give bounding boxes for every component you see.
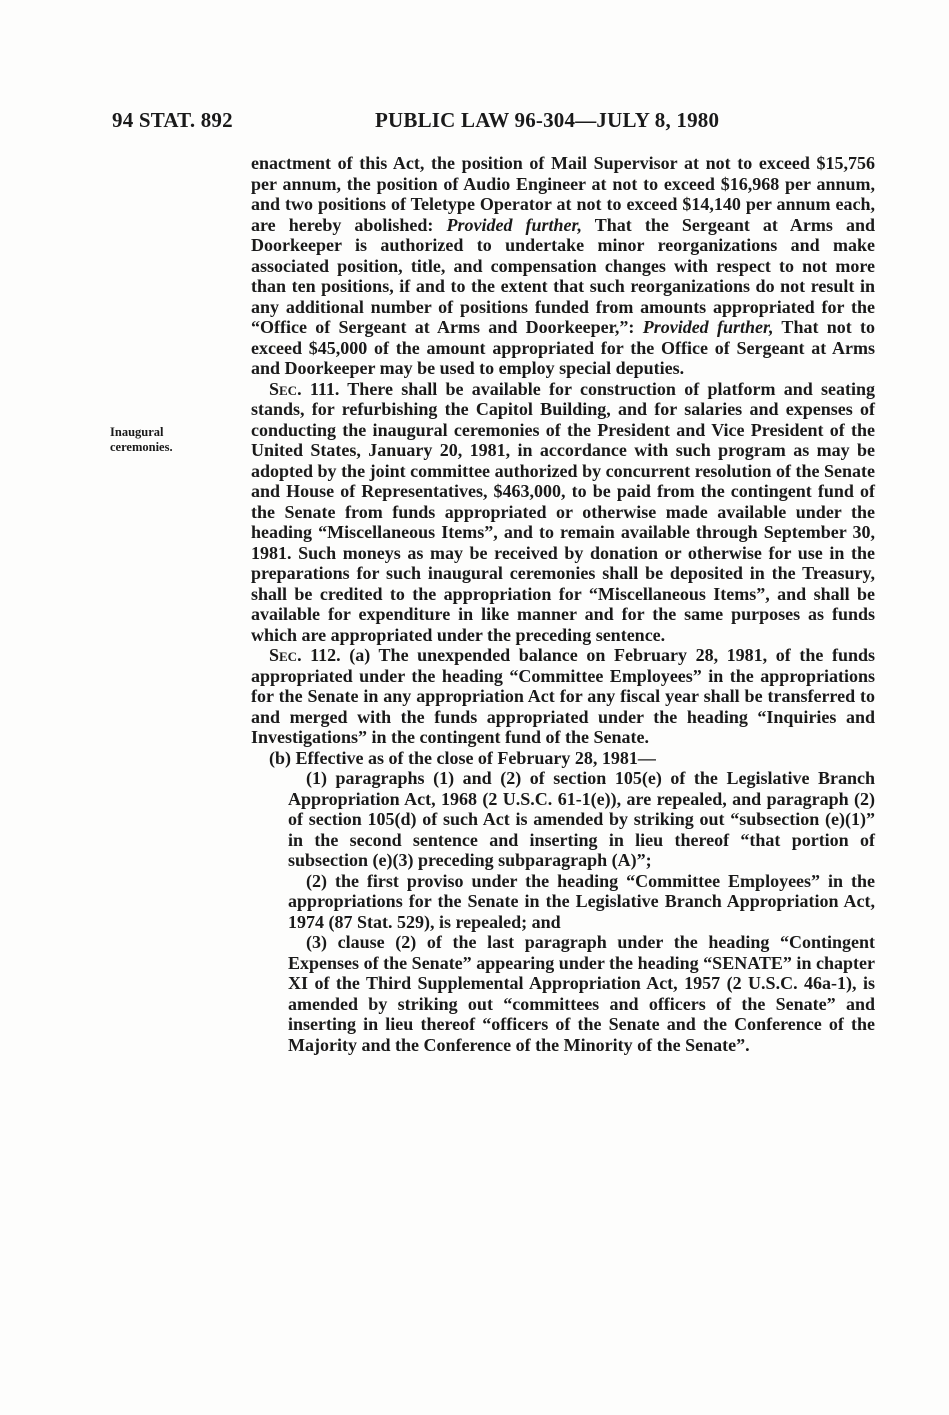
statute-citation: 94 STAT. 892 xyxy=(112,108,233,132)
margin-note-line-1: Inaugural xyxy=(110,425,164,439)
text-run: enactment of this Act, the position of Mail Supervisor at not to exceed $15,756 per annum, the position of Audio Engineer at not to exceed $16,968 per annum, and two positions of Teletype Operator at not to exceed $14,140 per annum each, are hereby abolished: xyxy=(251,153,875,235)
text-run: That not to exceed $45,000 of the amount appropriated for the Office of Sergeant at Arms and Doorkeeper may be used to employ special deputies. xyxy=(251,317,875,378)
proviso-italic: Provided further, xyxy=(642,317,774,337)
list-item-1: (1) paragraphs (1) and (2) of section 105(e) of the Legislative Branch Appropriation Act, 1968 (2 U.S.C. 61-1(e)), are repealed, and paragraph (2) of section 105(d) of such Act is amended by striking out “subsection (e)(1)” in the second sentence and inserting in lieu thereof “that portion of subsection (e)(3) preceding subparagraph (A)”; xyxy=(288,768,875,870)
margin-note xyxy=(110,425,230,455)
list-item-3: (3) clause (2) of the last paragraph under the heading “Contingent Expenses of the Senate” appearing under the heading “SENATE” in chapter XI of the Third Supplemental Appropriation Act, 1957 (2 U.S.C. 46a-1), is amended by striking out “committees and officers of the Senate” and inserting in lieu thereof “officers of the Senate and the Conference of the Majority and the Conference of the Minority of the Senate”. xyxy=(288,932,875,1055)
page-title: PUBLIC LAW 96-304—JULY 8, 1980 xyxy=(375,108,720,132)
text-run: That the Sergeant at Arms and Doorkeeper is authorized to undertake minor reorganizations and make associated position, title, and compensation changes with respect to not more than ten positions, if and to the extent that such reorganizations do not result in any additional number of positions funded from amounts appropriated for the “Office of Sergeant at Arms and Doorkeeper,”: xyxy=(251,214,875,337)
section-label: Sec. 112. xyxy=(269,645,341,665)
section-text: There shall be available for construction of platform and seating stands, for refurbishing the Capitol Building, and for salaries and expenses of conducting the inaugural ceremonies of the President and Vice President of the United States, January 20, 1981, in accordance with such program as may be adopted by the joint committee authorized by concurrent resolution of the Senate and House of Representatives, $463,000, to be paid from the contingent fund of the Senate from funds appropriated or otherwise made available under the heading “Miscellaneous Items”, and to remain available through September 30, 1981. Such moneys as may be received by donation or otherwise for use in the preparations for such inaugural ceremonies shall be deposited in the Treasury, shall be credited to the appropriation for “Miscellaneous Items”, and shall be available for expenditure in like manner and for the same purposes as funds which are appropriated under the preceding sentence. xyxy=(251,378,875,645)
section-text: (a) The unexpended balance on February 28, 1981, of the funds appropriated under the heading “Committee Employees” in the appropriations for the Senate in any appropriation Act for any fiscal year shall be transferred to and merged with the funds appropriated under the heading “Inquiries and Investigations” in the contingent fund of the Senate. xyxy=(251,645,876,747)
section-label: Sec. 111. xyxy=(269,378,340,399)
subsection-b: (b) Effective as of the close of February 28, 1981— xyxy=(269,747,656,768)
body-text xyxy=(251,153,875,1055)
list-item-2: (2) the first proviso under the heading “Committee Employees” in the appropriations for the Senate in the Legislative Branch Appropriation Act, 1974 (87 Stat. 529), is repealed; and xyxy=(288,870,875,932)
proviso-italic: Provided further, xyxy=(446,214,583,235)
paragraph-continuation xyxy=(251,153,875,379)
margin-note-line-2: ceremonies. xyxy=(110,440,173,454)
section-111 xyxy=(251,379,875,646)
section-112 xyxy=(251,645,875,748)
